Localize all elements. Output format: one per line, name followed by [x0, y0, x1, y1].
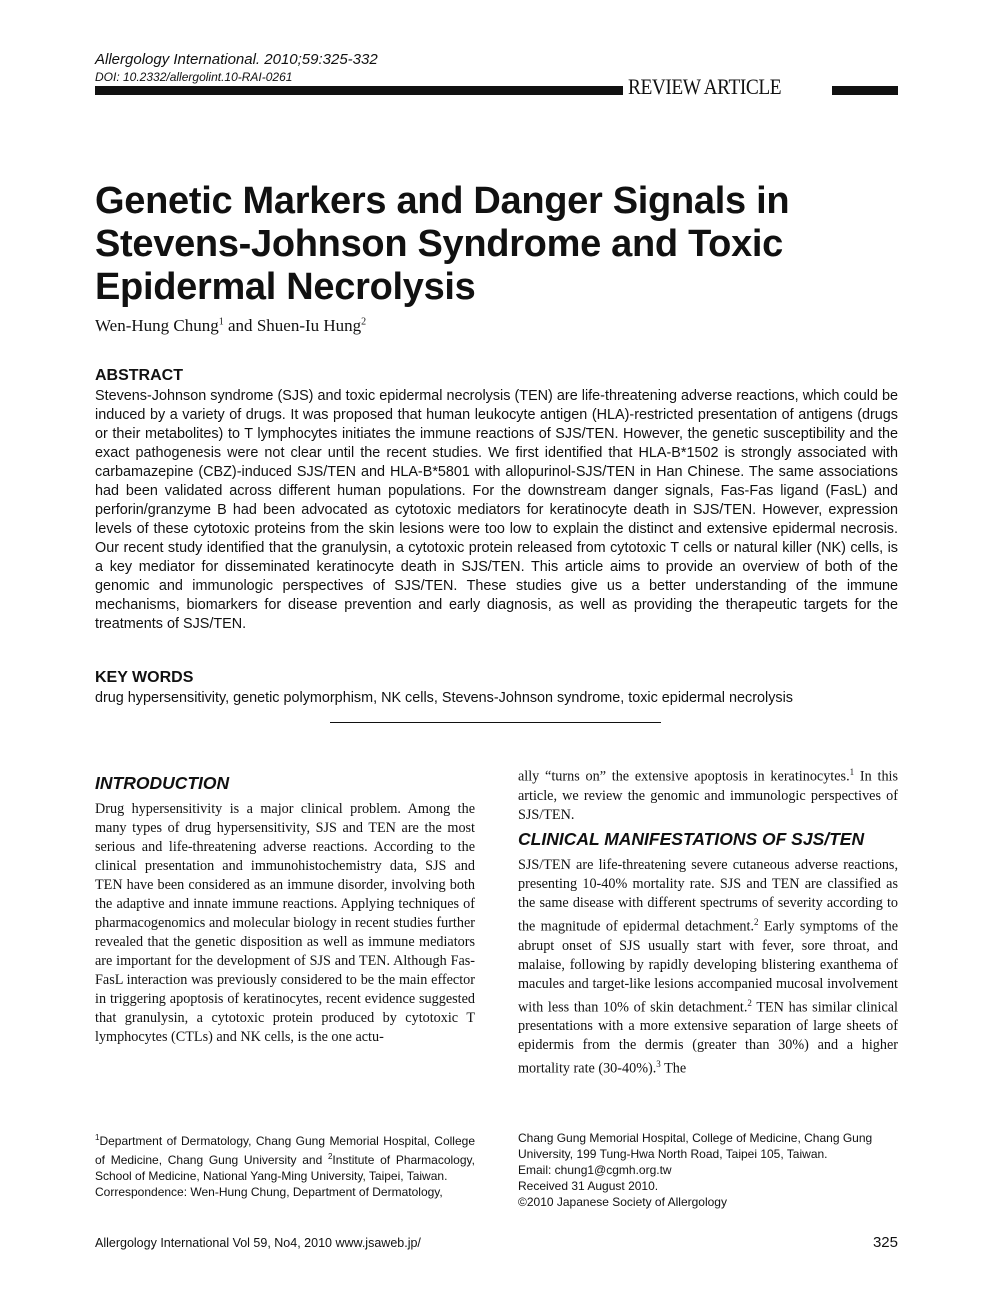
- text-run: ally “turns on” the extensive apoptosis in keratinocytes.: [518, 768, 850, 785]
- author-list: [95, 316, 366, 336]
- header-rule-right: [832, 86, 898, 95]
- abstract-heading: ABSTRACT: [95, 367, 183, 384]
- text-run: Early symptoms of the abrupt onset of SJS usually start with fever, sore throat, and malaise, following by rapidly developing blistering exanthema of macules and target-like lesions accompanied mucosal involvement with less than 10% of skin detachment.: [518, 918, 898, 1016]
- introduction-body: [95, 800, 475, 1047]
- affiliation-marker: 2: [361, 316, 367, 328]
- reference-marker: 3: [656, 1059, 661, 1070]
- footer-citation: Allergology International Vol 59, No4, 2010 www.jsaweb.jp/: [95, 1236, 421, 1250]
- page-number: 325: [872, 1234, 898, 1251]
- text-run: In this article, we review the genomic and immunologic perspectives of SJS/TEN.: [518, 768, 899, 823]
- doi: DOI: 10.2332/allergolint.10-RAI-0261: [95, 70, 293, 84]
- correspondence-footnote: [518, 1130, 898, 1210]
- correspondence-line: Correspondence: Wen-Hung Chung, Department of Dermatology,: [95, 1185, 443, 1199]
- introduction-continuation: [518, 763, 898, 825]
- section-divider: [330, 722, 661, 723]
- affiliation-text: [95, 1130, 475, 1184]
- text-run: TEN has similar clinical presentations with a more extensive separation of large sheets of epidermis from the dermis (greater than 30%) and a higher mortality rate (30-40%).: [518, 999, 899, 1078]
- keywords-list: drug hypersensitivity, genetic polymorphism, NK cells, Stevens-Johnson syndrome, toxic epidermal necrolysis: [95, 690, 793, 706]
- reference-marker: 2: [747, 997, 752, 1008]
- clinical-manifestations-heading: CLINICAL MANIFESTATIONS OF SJS/TEN: [518, 829, 865, 849]
- journal-citation: Allergology International. 2010;59:325-332: [95, 51, 378, 68]
- abstract-body: Stevens-Johnson syndrome (SJS) and toxic epidermal necrolysis (TEN) are life-threatening adverse reactions, which could be induced by a variety of drugs. It was proposed that human leukocyte antigen (HLA)-restricted presentation of antigens (drugs or their metabolites) to T lymphocytes initiates the immune reactions of SJS/TEN. However, the genetic susceptibility and the exact pathogenesis were not clear until the recent studies. We first identified that HLA-B*1502 is strongly associated with carbamazepine (CBZ)-induced SJS/TEN and HLA-B*5801 with allopurinol-SJS/TEN in Han Chinese. The same associations had been validated across different human populations. For the downstream danger signals, Fas-Fas ligand (FasL) and perforin/granzyme B had been advocated as cytotoxic mediators for keratinocyte death in SJS/TEN. However, expression levels of these cytotoxic proteins from the skin lesions were too low to explain the distinct and extensive epidermal necrosis. Our recent study identified that the granulysin, a cytotoxic protein released from cytotoxic T cells or natural killer (NK) cells, is a key mediator for disseminated keratinocyte death in SJS/TEN. This article aims to provide an overview of both of the genomic and immunologic perspectives of SJS/TEN. These studies give us a better understanding of the immune mechanisms, biomarkers for disease prevention and early diagnosis, as well as providing the therapeutic targets for the treatments of SJS/TEN.: [95, 388, 898, 632]
- introduction-continuation-paragraph: [518, 763, 898, 825]
- author-connector: and: [223, 316, 257, 335]
- copyright-line: ©2010 Japanese Society of Allergology: [518, 1195, 727, 1209]
- article-title: Genetic Markers and Danger Signals in Stevens-Johnson Syndrome and Toxic Epidermal Necrolysis: [95, 180, 790, 308]
- affiliation-marker: 2: [327, 1152, 333, 1161]
- affiliation-marker: 1: [95, 1133, 100, 1142]
- clinical-manifestations-body: [518, 856, 898, 1079]
- text-run: The: [660, 1061, 687, 1078]
- article-type-label: REVIEW ARTICLE: [628, 74, 782, 99]
- text-run: Department of Dermatology, Chang Gung Memorial Hospital, College of Medicine, Chang Gung University and: [95, 1134, 475, 1167]
- reference-marker: 2: [754, 917, 759, 927]
- introduction-paragraph: Drug hypersensitivity is a major clinical problem. Among the many types of drug hypersensitivity, SJS and TEN are the most serious and life-threatening adverse reactions. According to the clinical presentation and immunohistochemistry data, SJS and TEN have been considered as an immune disorder, involving both the adaptive and innate immune reactions. Applying techniques of pharmacogenomics and molecular biology in recent studies further revealed that the genetic disposition as well as immune mediators are important for the development of SJS and TEN. Although Fas-FasL interaction was previously considered to be the main effector in triggering apoptosis of keratinocytes, recent evidence suggested that granulysin, a cytotoxic protein produced by cytotoxic T lymphocytes (CTLs) and NK cells, is the one actu-: [95, 801, 475, 1045]
- introduction-heading: INTRODUCTION: [95, 773, 230, 793]
- author-name: Wen-Hung Chung: [95, 316, 219, 335]
- header-rule: [95, 86, 623, 95]
- author-name: Shuen-Iu Hung: [256, 316, 362, 335]
- text-run: Institute of Pharmacology, School of Medicine, National Yang-Ming University, Taipei, Taiwan.: [95, 1153, 475, 1183]
- affiliation-footnote: [95, 1130, 475, 1200]
- reference-marker: 1: [849, 767, 855, 777]
- email-line: Email: chung1@cgmh.org.tw: [518, 1163, 672, 1177]
- clinical-paragraph: [518, 856, 898, 1079]
- correspondence-address: Chang Gung Memorial Hospital, College of Medicine, Chang Gung University, 199 Tung-Hwa North Road, Taipei 105, Taiwan.: [518, 1131, 873, 1161]
- received-date: Received 31 August 2010.: [518, 1179, 659, 1193]
- text-run: SJS/TEN are life-threatening severe cutaneous adverse reactions, presenting 10-40% mortality rate. SJS and TEN are classified as the same disease with different spectrums of severity according to the magnitude of epidermal detachment.: [518, 857, 898, 935]
- affiliation-marker: 1: [218, 316, 224, 328]
- keywords-heading: KEY WORDS: [95, 669, 194, 686]
